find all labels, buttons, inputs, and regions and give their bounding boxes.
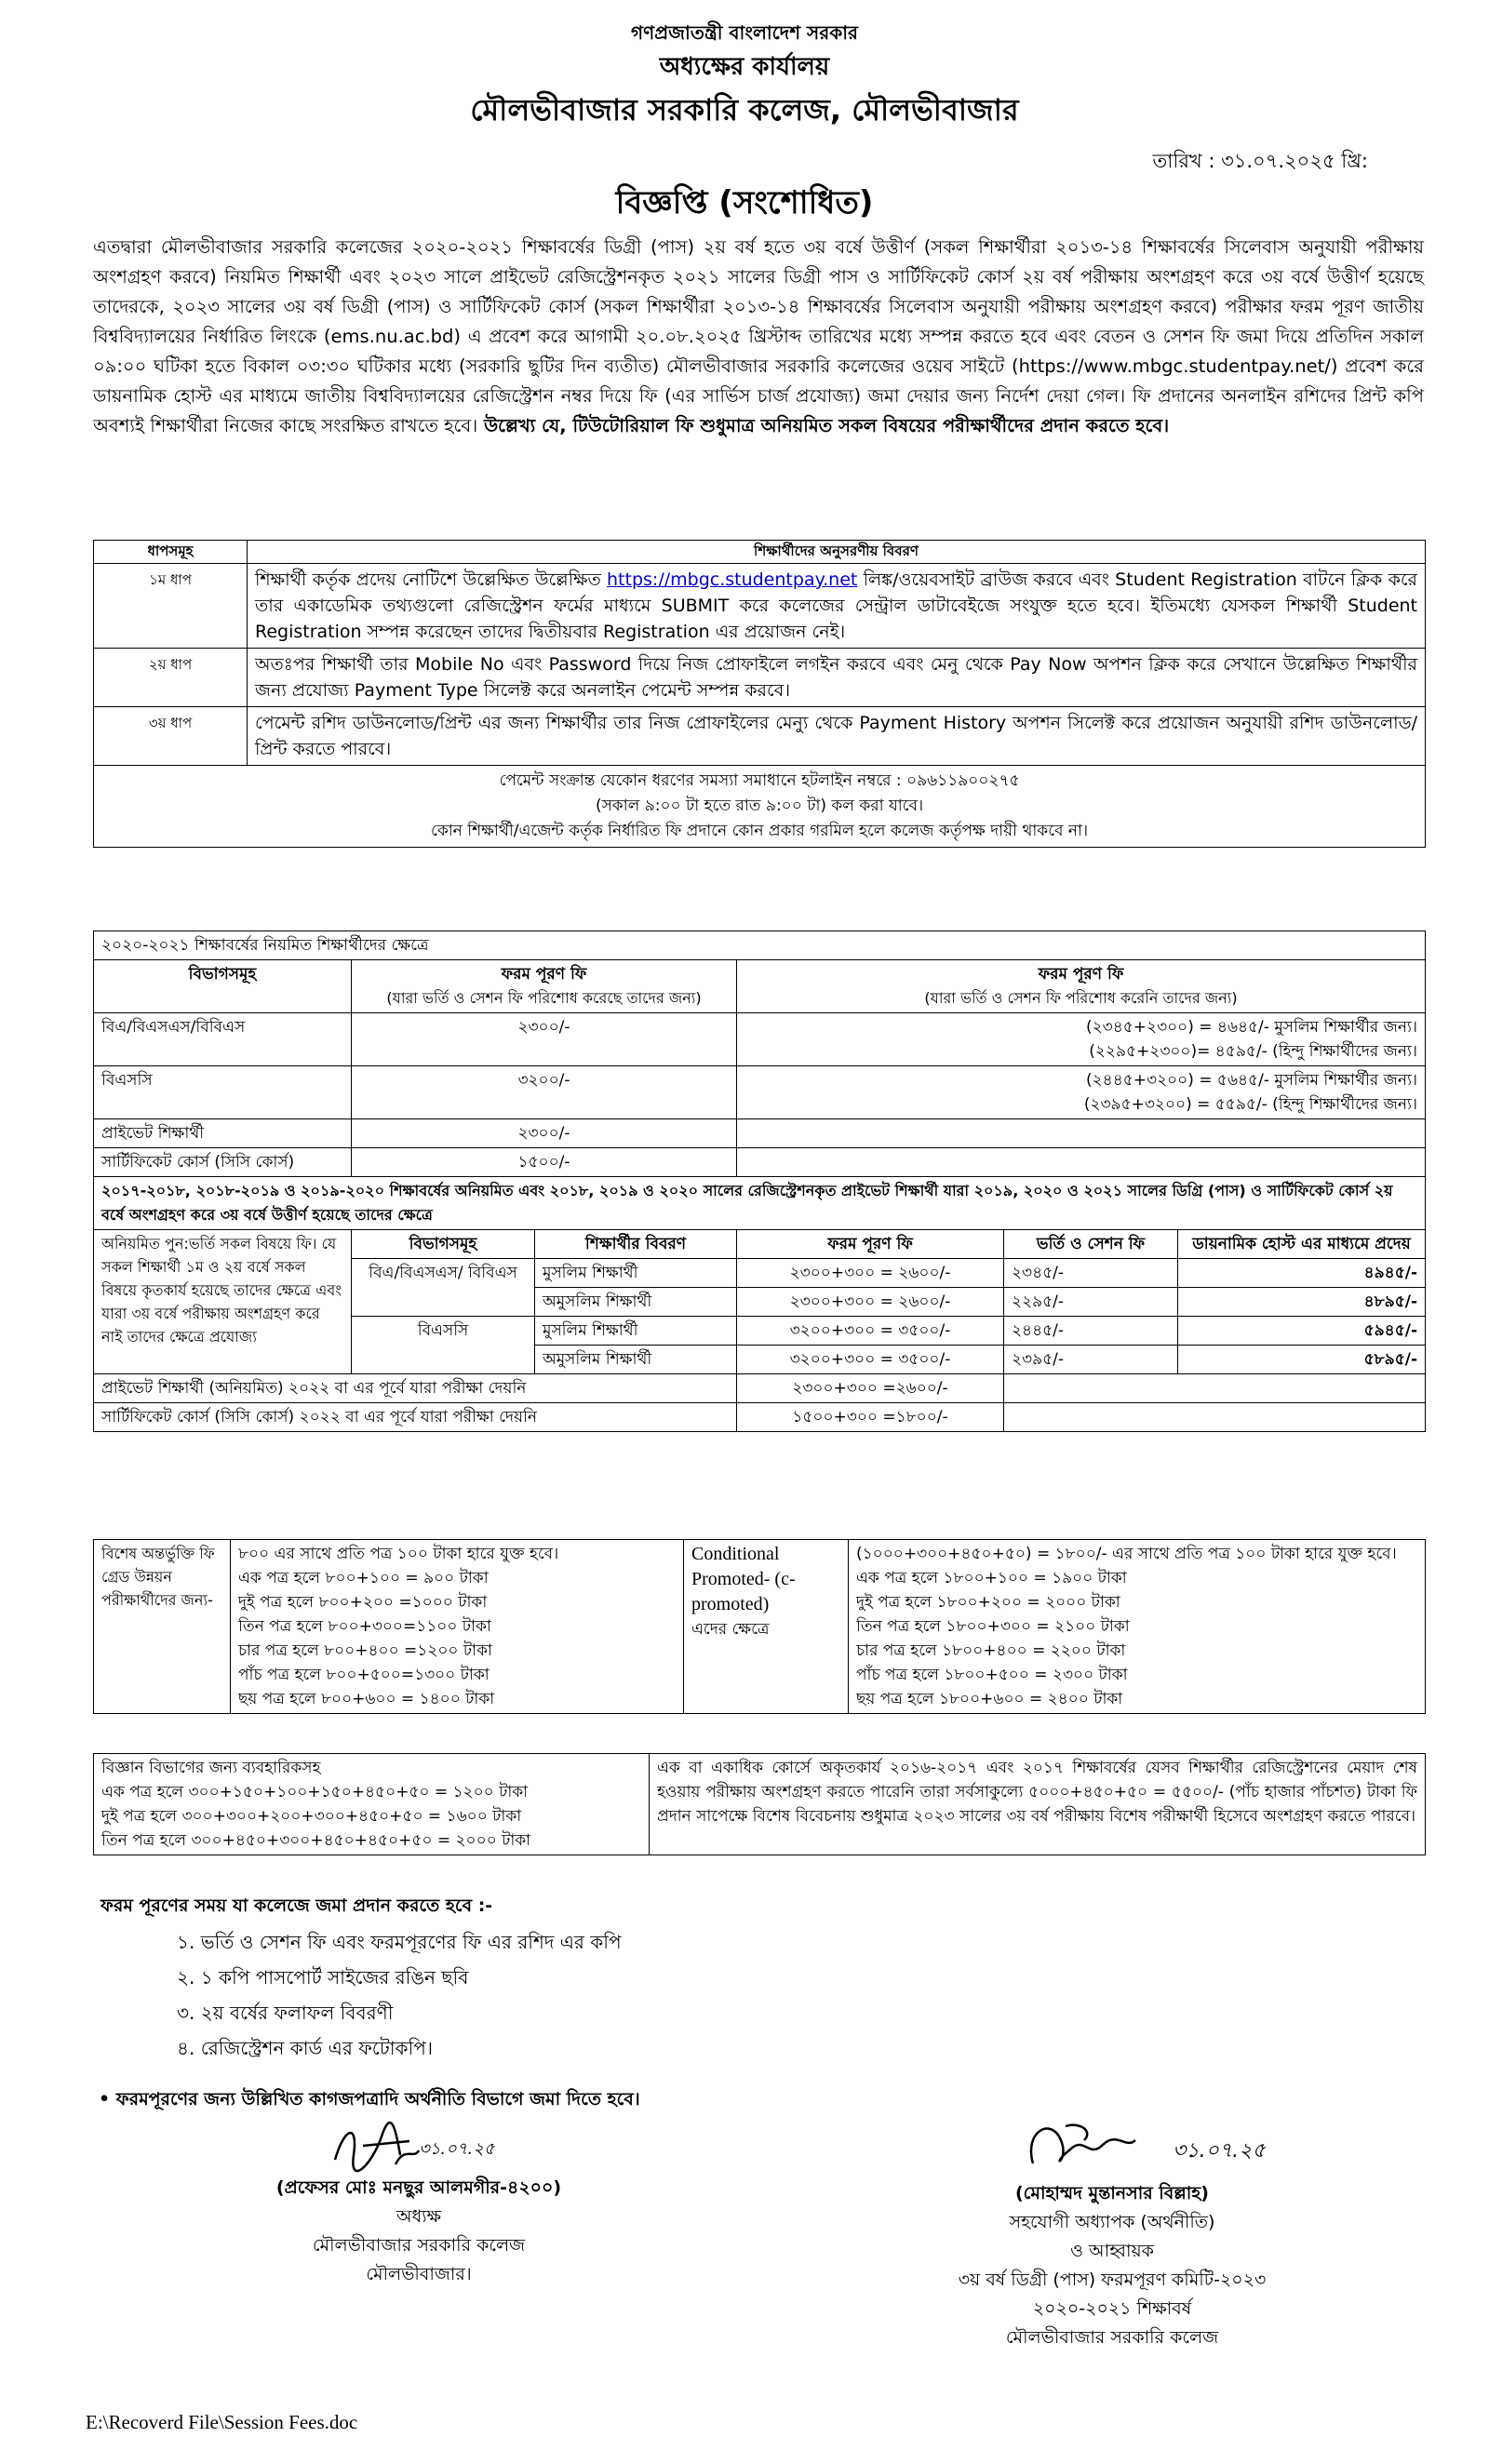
step-text: শিক্ষার্থী কর্তৃক প্রদেয় নোটিশে উল্লেক্ষিত উল্লেক্ষিত [255, 569, 608, 590]
step-label: ৩য় ধাপ [94, 706, 248, 765]
irr-student-cell: মুসলিম শিক্ষার্থী [535, 1317, 737, 1346]
irregular-title-row [94, 1177, 1426, 1230]
improvement-line: চার পত্র হলে ৮০০+৪০০ =১২০০ টাকা [238, 1641, 492, 1660]
fee-row [94, 1013, 1426, 1066]
file-path: E:\Recoverd File\Session Fees.doc [86, 2411, 358, 2433]
private-fee: ২৩০০/- [352, 1119, 737, 1148]
notice-title: বিজ্ঞপ্তি (সংশোধিত) [615, 184, 874, 221]
dept-cell: বিএ/বিএসএস/বিবিএস [94, 1013, 352, 1066]
hotline-time: (সকাল ৯:০০ টা হতে রাত ৯:০০ টা) কল করা যাবে। [595, 796, 924, 815]
irr-col-dynamic: ডায়নামিক হোস্ট এর মাধ্যমে প্রদেয় [1178, 1230, 1426, 1259]
step-row [94, 706, 1426, 765]
college-heading: মৌলভীবাজার সরকারি কলেজ, মৌলভীবাজার [470, 92, 1019, 127]
cp-line: এক পত্র হলে ১৮০০+১০০ = ১৯০০ টাকা [856, 1569, 1127, 1587]
principal-place: মৌলভীবাজার। [366, 2264, 472, 2284]
private-row [94, 1119, 1426, 1148]
step-row [94, 648, 1426, 706]
intro-paragraph [93, 233, 1424, 441]
irregular-header-row [94, 1230, 1426, 1259]
empty-cell [737, 1148, 1426, 1177]
hotline-row [94, 765, 1426, 847]
private-irregular-label: প্রাইভেট শিক্ষার্থী (অনিয়মিত) ২০২২ বা এর পূর্বে যারা পরীক্ষা দেয়নি [94, 1374, 737, 1403]
cp-intro: (১০০০+৩০০+৪৫০+৫০) = ১৮০০/- এর সাথে প্রতি পত্র ১০০ টাকা হারে যুক্ত হবে। [856, 1545, 1397, 1563]
improvement-line: ছয় পত্র হলে ৮০০+৬০০ = ১৪০০ টাকা [238, 1690, 495, 1708]
col-fee1-sub: (যারা ভর্তি ও সেশন ফি পরিশোধ করেছে তাদের জন্য) [386, 989, 702, 1007]
irr-form-cell: ২৩০০+৩০০ = ২৬০০/- [737, 1259, 1004, 1288]
fee2-muslim: (২৩৪৫+২৩০০) = ৪৬৪৫/- মুসলিম শিক্ষার্থীর জন্য। [1085, 1018, 1417, 1037]
signature-scribble-icon [996, 2112, 1182, 2177]
irr-form-cell: ২৩০০+৩০০ = ২৬০০/- [737, 1288, 1004, 1317]
requirement-item: ২. ১ কপি পাসপোর্ট সাইজের রঙিন ছবি [177, 1966, 469, 1989]
improvement-line: দুই পত্র হলে ৮০০+২০০ =১০০০ টাকা [238, 1593, 488, 1612]
requirement-item: ৪. রেজিস্ট্রেশন কার্ড এর ফটোকপি। [177, 2037, 433, 2059]
cert-irregular-label: সার্টিফিকেট কোর্স (সিসি কোর্স) ২০২২ বা এর পূর্বে যারা পরীক্ষা দেয়নি [94, 1403, 737, 1432]
irr-dept-cell: বিএসসি [352, 1317, 535, 1374]
office-heading: অধ্যক্ষের কার্যালয় [659, 53, 830, 81]
irr-col-student: শিক্ষার্থীর বিবরণ [535, 1230, 737, 1259]
fee2-cell [737, 1013, 1426, 1066]
studentpay-link[interactable]: https://mbgc.studentpay.net [607, 569, 858, 590]
irr-dept-cell: বিএ/বিএসএস/ বিবিএস [352, 1259, 535, 1317]
hotline-text: পেমেন্ট সংক্রান্ত যেকোন ধরণের সমস্যা সমাধানে হটলাইন নম্বরে : ০৯৬১১৯০০২৭৫ [499, 770, 1020, 790]
principal-signature [223, 2118, 614, 2174]
requirement-item: ১. ভর্তি ও সেশন ফি এবং ফরমপূরণের ফি এর রশিদ এর কপি [177, 1931, 622, 1953]
irr-form-cell: ৩২০০+৩০০ = ৩৫০০/- [737, 1346, 1004, 1374]
steps-col-desc: শিক্ষার্থীদের অনুসরণীয় বিবরণ [248, 541, 1426, 564]
irr-student-cell: অমুসলিম শিক্ষার্থী [535, 1346, 737, 1374]
fee2-cell [737, 1066, 1426, 1119]
irr-admission-cell: ২২৯৫/- [1004, 1288, 1178, 1317]
private-irregular-fee: ২৩০০+৩০০ =২৬০০/- [737, 1374, 1004, 1403]
step-label: ১ম ধাপ [94, 563, 248, 648]
col-dept-label: বিভাগসমূহ [188, 965, 257, 984]
col-dept [94, 960, 352, 1013]
improvement-line: তিন পত্র হলে ৮০০+৩০০=১১০০ টাকা [238, 1617, 491, 1636]
improvement-table [93, 1539, 1426, 1714]
fee2-muslim: (২৪৪৫+৩২০০) = ৫৬৪৫/- মুসলিম শিক্ষার্থীর জন্য। [1086, 1071, 1417, 1090]
science-fees [94, 1754, 650, 1855]
fee2-hindu: (২২৯৫+২৩০০)= ৪৫৯৫/- (হিন্দু শিক্ষার্থীদের জন্য। [1089, 1042, 1417, 1061]
cp-line: পাঁচ পত্র হলে ১৮০০+৫০০ = ২৩০০ টাকা [856, 1666, 1128, 1684]
convener-title: সহযোগী অধ্যাপক (অর্থনীতি) [1009, 2212, 1215, 2232]
improvement-label: বিশেষ অন্তর্ভুক্তি ফি গ্রেড উন্নয়ন পরীক্ষার্থীদের জন্য- [94, 1540, 231, 1714]
convener-session: ২০২০-২০২১ শিক্ষাবর্ষ [1032, 2298, 1192, 2319]
disclaimer-text: কোন শিক্ষার্থী/এজেন্ট কর্তৃক নির্ধারিত ফি প্রদানে কোন প্রকার গরমিল হলে কলেজ কর্তৃপক্ষ দায়ী থাকবে না। [430, 821, 1089, 840]
steps-col-step: ধাপসমূহ [94, 541, 248, 564]
principal-signature-block [223, 2118, 614, 2289]
irr-student-cell: অমুসলিম শিক্ষার্থী [535, 1288, 737, 1317]
empty-cell [1004, 1403, 1426, 1432]
science-line: তিন পত্র হলে ৩০০+৪৫০+৩০০+৪৫০+৪৫০+৫০ = ২০০০ টাকা [101, 1831, 531, 1850]
cert-label: সার্টিফিকেট কোর্স (সিসি কোর্স) [94, 1148, 352, 1177]
notice-date: তারিখ : ৩১.০৭.২০২৫ খ্রি: [1152, 150, 1368, 172]
requirement-item: ৩. ২য় বর্ষের ফলাফল বিবরণী [177, 2002, 394, 2024]
fee-title-row [94, 931, 1426, 960]
improvement-row [94, 1540, 1426, 1714]
requirements-list [177, 1924, 622, 2066]
cert-fee: ১৫০০/- [352, 1148, 737, 1177]
principal-signature-date: ৩১.০৭.২৫ [419, 2139, 495, 2159]
empty-cell [737, 1119, 1426, 1148]
cp-fees [849, 1540, 1426, 1714]
science-line: এক পত্র হলে ৩০০+১৫০+১০০+১৫০+৪৫০+৫০ = ১২০০ টাকা [101, 1783, 529, 1801]
cert-irregular-row [94, 1403, 1426, 1432]
fee1-cell: ২৩০০/- [352, 1013, 737, 1066]
improvement-line: পাঁচ পত্র হলে ৮০০+৫০০=১৩০০ টাকা [238, 1666, 490, 1684]
step-text: লিঙ্ক/ওয়েবসাইট ব্রাউজ করবে এবং Student Registration বাটনে ক্লিক করে তার একাডেমিক তথ্যগুলো রেজিস্ট্রেশন ফর্মের মাধ্যমে SUBMIT করে কলেজের সেন্ট্রাল ডাটাবেইজে সংযুক্ত হতে হবে। ইতিমধ্যে যেসকল শিক্ষার্থী Student Registration সম্পন্ন করেছেন তাদের দ্বিতীয়বার Registration এর প্রয়োজন নেই। [255, 569, 1417, 642]
convener-name: (মোহাম্মদ মুন্তানসার বিল্লাহ) [1015, 2183, 1209, 2203]
improvement-fees [231, 1540, 684, 1714]
submission-note: • ফরমপূরণের জন্য উল্লিখিত কাগজপত্রাদি অর্থনীতি বিভাগে জমা দিতে হবে। [99, 2089, 640, 2109]
col-fee1-label: ফরম পূরণ ফি [501, 965, 587, 984]
irr-admission-cell: ২৩৯৫/- [1004, 1346, 1178, 1374]
irr-admission-cell: ২৩৪৫/- [1004, 1259, 1178, 1288]
principal-name: (প্রফেসর মোঃ মনছুর আলমগীর-৪২০০) [275, 2177, 562, 2198]
private-irregular-row [94, 1374, 1426, 1403]
step-description [248, 563, 1426, 648]
convener-signature-block [865, 2112, 1359, 2352]
improvement-line: এক পত্র হলে ৮০০+১০০ = ৯০০ টাকা [238, 1569, 489, 1587]
step-description: অতঃপর শিক্ষার্থী তার Mobile No এবং Password দিয়ে নিজ প্রোফাইলে লগইন করবে এবং মেনু থেকে Pay Now অপশন ক্লিক করে সেখানে উল্লেক্ষিত শিক্ষার্থীর জন্য প্রযোজ্য Payment Type সিলেক্ট করে অনলাইন পেমেন্ট সম্পন্ন করবে। [248, 648, 1426, 706]
irregular-title: ২০১৭-২০১৮, ২০১৮-২০১৯ ও ২০১৯-২০২০ শিক্ষাবর্ষের অনিয়মিত এবং ২০১৮, ২০১৯ ও ২০২০ সালের রেজিস্ট্রেশনকৃত প্রাইভেট শিক্ষার্থী যারা ২০১৯, ২০২০ ও ২০২১ সালের ডিগ্রি (পাস) ও সার্টিফিকেট কোর্স ২য় বর্ষে অংশগ্রহণ করে ৩য় বর্ষে উত্তীর্ণ হয়েছে তাদের ক্ষেত্রে [94, 1177, 1426, 1230]
cert-row [94, 1148, 1426, 1177]
irr-col-dept: বিভাগসমূহ [352, 1230, 535, 1259]
government-heading: গণপ্রজাতন্ত্রী বাংলাদেশ সরকার [631, 21, 858, 44]
cp-label: Conditional Promoted- (c-promoted) [691, 1544, 796, 1614]
col-fee2 [737, 960, 1426, 1013]
fee-row [94, 1066, 1426, 1119]
irr-dynamic-cell: ৪৮৯৫/- [1178, 1288, 1426, 1317]
irr-col-admission: ভর্তি ও সেশন ফি [1004, 1230, 1178, 1259]
irr-admission-cell: ২৪৪৫/- [1004, 1317, 1178, 1346]
fee-table [93, 931, 1426, 1432]
intro-emphasis: উল্লেখ্য যে, টিউটোরিয়াল ফি শুধুমাত্র অনিয়মিত সকল বিষয়ের পরীক্ষার্থীদের প্রদান করতে হবে। [477, 415, 1170, 436]
step-description: পেমেন্ট রশিদ ডাউনলোড/প্রিন্ট এর জন্য শিক্ষার্থীর তার নিজ প্রোফাইলের মেন্যু থেকে Payment History অপশন সিলেক্ট করে প্রয়োজন অনুযায়ী রশিদ ডাউনলোড/প্রিন্ট করতে পারবে। [248, 706, 1426, 765]
irregular-note: অনিয়মিত পুন:ভর্তি সকল বিষয়ে ফি। যে সকল শিক্ষার্থী ১ম ও ২য় বর্ষে সকল বিষয়ে কৃতকার্য হয়েছে তাদের ক্ষেত্রে এবং যারা ৩য় বর্ষে পরীক্ষায় অংশগ্রহণ করে নাই তাদের ক্ষেত্রে প্রযোজ্য [94, 1230, 352, 1374]
col-fee2-sub: (যারা ভর্তি ও সেশন ফি পরিশোধ করেনি তাদের জন্য) [924, 989, 1238, 1007]
col-fee2-label: ফরম পূরণ ফি [1038, 965, 1124, 984]
intro-text: এতদ্বারা মৌলভীবাজার সরকারি কলেজের ২০২০-২০২১ শিক্ষাবর্ষের ডিগ্রী (পাস) ২য় বর্ষ হতে ৩য় বর্ষে উত্তীর্ণ (সকল শিক্ষার্থীরা ২০১৩-১৪ শিক্ষাবর্ষের সিলেবাস অনুযায়ী পরীক্ষায় অংশগ্রহণ করবে) নিয়মিত শিক্ষার্থী এবং ২০২৩ সালে প্রাইভেট রেজিস্ট্রেশনকৃত ২০২১ সালের ডিগ্রী পাস ও সার্টিফিকেট কোর্স ২য় বর্ষ পরীক্ষায় অংশগ্রহণ করে ৩য় বর্ষে উত্তীর্ণ হয়েছে তাদেরকে, ২০২৩ সালের ৩য় বর্ষ ডিগ্রী (পাস) ও সার্টিফিকেট কোর্স (সকল শিক্ষার্থীরা ২০১৩-১৪ শিক্ষাবর্ষের সিলেবাস অনুযায়ী পরীক্ষায় অংশগ্রহণ করবে) পরীক্ষার ফরম পূরণ জাতীয় বিশ্ববিদ্যালয়ের নির্ধারিত লিংকে (ems.nu.ac.bd) এ প্রবেশ করে আগামী ২০.০৮.২০২৫ খ্রিস্টাব্দ তারিখের মধ্যে সম্পন্ন করতে হবে এবং বেতন ও সেশন ফি জমা দিয়ে প্রতিদিন সকাল ০৯:০০ ঘটিকা হতে বিকাল ০৩:৩০ ঘটিকার মধ্যে (সরকারি ছুটির দিন ব্যতীত) মৌলভীবাজার সরকারি কলেজের ওয়েব সাইটে (https://www.mbgc.studentpay.net/) প্রবেশ করে ডায়নামিক হোস্ট এর মাধ্যমে জাতীয় বিশ্ববিদ্যালয়ের রেজিস্ট্রেশন নম্বর দিয়ে ফি (এর সার্ভিস চার্জ প্রযোজ্য) জমা দেয়ার জন্য নির্দেশ দেয়া গেল। ফি প্রদানের অনলাইন রশিদের প্রিন্ট কপি অবশ্যই শিক্ষার্থীরা নিজের কাছে সংরক্ষিত রাখতে হবে। [93, 236, 1424, 436]
science-title: বিজ্ঞান বিভাগের জন্য ব্যবহারিকসহ [101, 1759, 321, 1777]
hotline-cell [94, 765, 1426, 847]
col-fee1 [352, 960, 737, 1013]
improvement-intro: ৮০০ এর সাথে প্রতি পত্র ১০০ টাকা হারে যুক্ত হবে। [238, 1545, 559, 1563]
science-line: দুই পত্র হলে ৩০০+৩০০+২০০+৩০০+৪৫০+৫০ = ১৬০০ টাকা [101, 1807, 522, 1826]
steps-table [93, 540, 1426, 848]
science-row [94, 1754, 1426, 1855]
irr-student-cell: মুসলিম শিক্ষার্থী [535, 1259, 737, 1288]
irr-dynamic-cell: ৫৮৯৫/- [1178, 1346, 1426, 1374]
step-row [94, 563, 1426, 648]
requirements-title: ফরম পূরণের সময় যা কলেজে জমা প্রদান করতে হবে :- [101, 1895, 493, 1916]
convener-org: মৌলভীবাজার সরকারি কলেজ [1005, 2327, 1219, 2348]
fee2-hindu: (২৩৯৫+৩২০০) = ৫৫৯৫/- (হিন্দু শিক্ষার্থীদের জন্য। [1083, 1095, 1417, 1114]
cp-label-cell [684, 1540, 849, 1714]
steps-header-row [94, 541, 1426, 564]
cp-line: দুই পত্র হলে ১৮০০+২০০ = ২০০০ টাকা [856, 1593, 1120, 1612]
irr-dynamic-cell: ৫৯৪৫/- [1178, 1317, 1426, 1346]
cp-line: চার পত্র হলে ১৮০০+৪০০ = ২২০০ টাকা [856, 1641, 1126, 1660]
cp-line: ছয় পত্র হলে ১৮০০+৬০০ = ২৪০০ টাকা [856, 1690, 1123, 1708]
regular-title: ২০২০-২০২১ শিক্ষাবর্ষের নিয়মিত শিক্ষার্থীদের ক্ষেত্রে [94, 931, 1426, 960]
principal-org: মৌলভীবাজার সরকারি কলেজ [312, 2235, 526, 2256]
convener-and: ও আহ্বায়ক [1070, 2241, 1154, 2261]
empty-cell [1004, 1374, 1426, 1403]
irr-dynamic-cell: ৪৯৪৫/- [1178, 1259, 1426, 1288]
fee1-cell: ৩২০০/- [352, 1066, 737, 1119]
science-table [93, 1753, 1426, 1855]
principal-title: অধ্যক্ষ [396, 2206, 441, 2227]
convener-signature [865, 2112, 1359, 2179]
cp-sub: এদের ক্ষেত্রে [691, 1620, 770, 1639]
cert-irregular-fee: ১৫০০+৩০০ =১৮০০/- [737, 1403, 1004, 1432]
irr-col-form: ফরম পূরণ ফি [737, 1230, 1004, 1259]
dept-cell: বিএসসি [94, 1066, 352, 1119]
special-candidates: এক বা একাধিক কোর্সে অকৃতকার্য ২০১৬-২০১৭ এবং ২০১৭ শিক্ষাবর্ষের যেসব শিক্ষার্থীর রেজিস্ট্রেশনের মেয়াদ শেষ হওয়ায় পরীক্ষায় অংশগ্রহণ করতে পারেনি তারা সর্বসাকুল্যে ৫০০০+৪৫০+৫০ = ৫৫০০/- (পাঁচ হাজার পাঁচশত) টাকা ফি প্রদান সাপেক্ষে বিশেষ বিবেচনায় শুধুমাত্র ২০২৩ সালের ৩য় বর্ষ পরীক্ষায় বিশেষ পরীক্ষার্থী হিসেবে অংশগ্রহণ করতে পারবে। [650, 1754, 1426, 1855]
convener-committee: ৩য় বর্ষ ডিগ্রী (পাস) ফরমপূরণ কমিটি-২০২৩ [958, 2270, 1267, 2290]
fee-header-row [94, 960, 1426, 1013]
irr-form-cell: ৩২০০+৩০০ = ৩৫০০/- [737, 1317, 1004, 1346]
private-label: প্রাইভেট শিক্ষার্থী [94, 1119, 352, 1148]
step-label: ২য় ধাপ [94, 648, 248, 706]
convener-signature-date: ৩১.০৭.২৫ [1173, 2139, 1266, 2163]
cp-line: তিন পত্র হলে ১৮০০+৩০০ = ২১০০ টাকা [856, 1617, 1130, 1636]
